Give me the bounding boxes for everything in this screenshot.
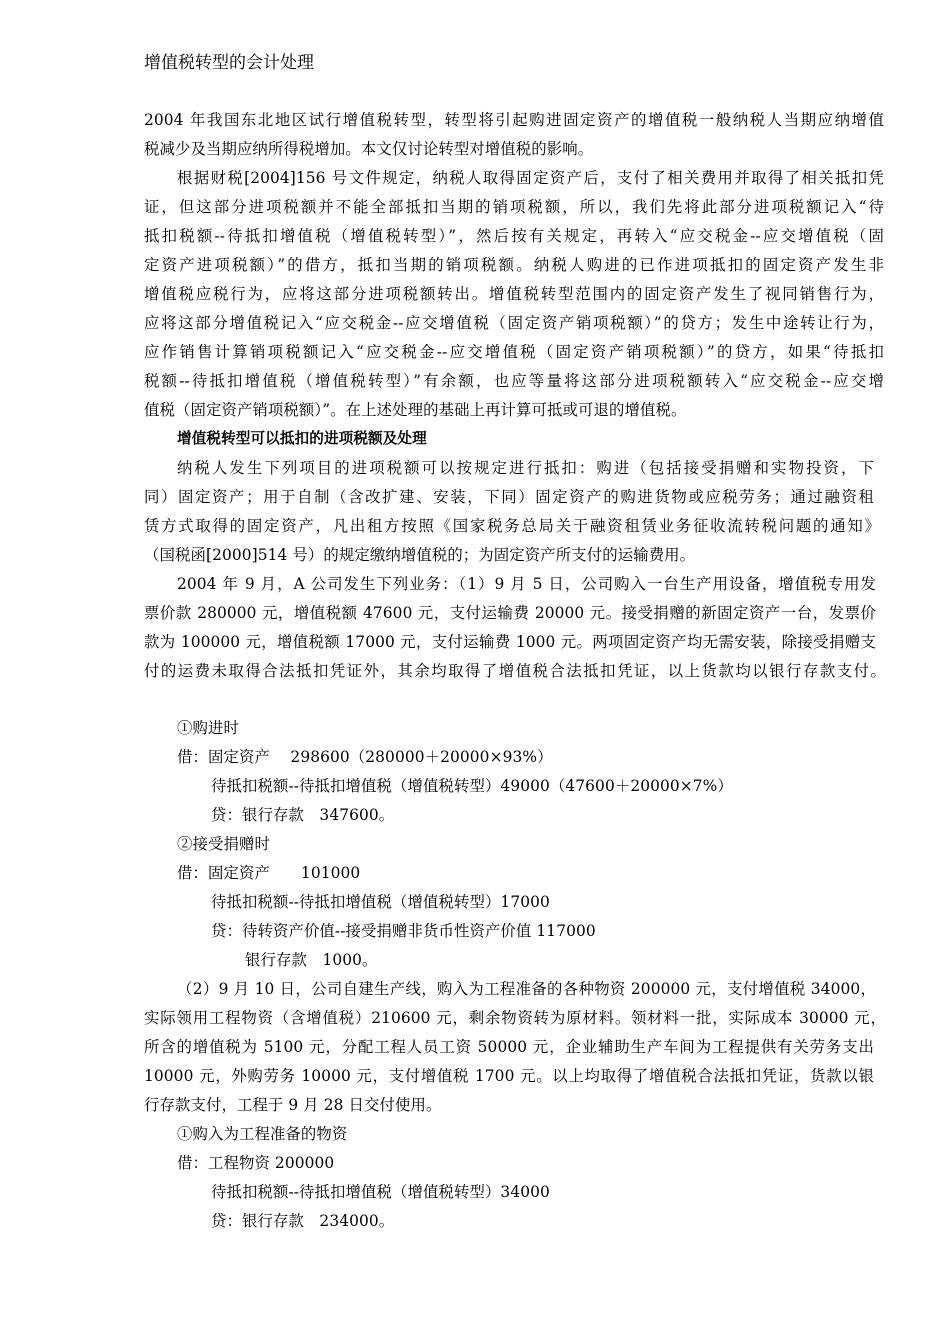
journal-entry-line: 贷：待转资产价值--接受捐赠非货币性资产价值 117000 xyxy=(211,922,596,940)
entry-heading: ①购进时 xyxy=(177,719,239,737)
paragraph-line: 10000 元，外购劳务 10000 元，支付增值税 1700 元。以上均取得了增值税合法抵扣凭证，货款以银 xyxy=(144,1067,874,1085)
journal-entry-line: 待抵扣税额--待抵扣增值税（增值税转型）49000（47600＋20000×7%） xyxy=(211,777,733,795)
document-title: 增值税转型的会计处理 xyxy=(144,53,314,73)
paragraph-line: 增值税应税行为，应将这部分进项税额转出。增值税转型范围内的固定资产发生了视同销售行为， xyxy=(144,285,884,303)
paragraph-line: （2）9 月 10 日，公司自建生产线，购入为工程准备的各种物资 200000 元，支付增值税 34000， xyxy=(177,980,876,998)
journal-entry-line: 借：固定资产 298600（280000＋20000×93%） xyxy=(177,748,553,766)
entry-heading: ①购入为工程准备的物资 xyxy=(177,1125,348,1143)
paragraph-line: 付的运费未取得合法抵扣凭证外，其余均取得了增值税合法抵扣凭证，以上货款均以银行存款支付。 xyxy=(144,662,886,680)
paragraph-line: 纳税人发生下列项目的进项税额可以按规定进行抵扣：购进（包括接受捐赠和实物投资，下 xyxy=(177,459,874,477)
paragraph-line: 行存款支付，工程于 9 月 28 日交付使用。 xyxy=(144,1096,442,1114)
paragraph-line: 所含的增值税为 5100 元，分配工程人员工资 50000 元，企业辅助生产车间为工程提供有关劳务支出 xyxy=(144,1038,874,1056)
paragraph-line: 证，但这部分进项税额并不能全部抵扣当期的销项税额，所以，我们先将此部分进项税额记入“待 xyxy=(144,198,884,216)
section-heading: 增值税转型可以抵扣的进项税额及处理 xyxy=(177,430,427,447)
paragraph-line: 税额--待抵扣增值税（增值税转型）”有余额，也应等量将这部分进项税额转入“应交税金--应交增 xyxy=(144,372,884,390)
paragraph-line: 款为 100000 元，增值税额 17000 元，支付运输费 1000 元。两项固定资产均无需安装，除接受捐赠支 xyxy=(144,633,876,651)
journal-entry-line: 银行存款 1000。 xyxy=(245,951,378,969)
journal-entry-line: 贷：银行存款 234000。 xyxy=(211,1212,395,1230)
paragraph-line: 值税（固定资产销项税额）”。在上述处理的基础上再计算可抵或可退的增值税。 xyxy=(144,401,687,419)
paragraph-line: 2004 年 9 月，A 公司发生下列业务：（1）9 月 5 日，公司购入一台生产用设备，增值税专用发 xyxy=(177,575,876,593)
paragraph-line: 抵扣税额--待抵扣增值税（增值税转型）”，然后按有关规定，再转入“应交税金--应交增值税（固 xyxy=(144,227,884,245)
paragraph-line: 税减少及当期应纳所得税增加。本文仅讨论转型对增值税的影响。 xyxy=(144,140,594,158)
paragraph-line: 同）固定资产；用于自制（含改扩建、安装，下同）固定资产的购进货物或应税劳务；通过融资租 xyxy=(144,488,874,506)
journal-entry-line: 借：工程物资 200000 xyxy=(177,1154,335,1172)
paragraph-line: （国税函[2000]514 号）的规定缴纳增值税的；为固定资产所支付的运输费用。 xyxy=(144,546,696,564)
paragraph-line: 定资产进项税额）”的借方，抵扣当期的销项税额。纳税人购进的已作进项抵扣的固定资产发生非 xyxy=(144,256,884,274)
paragraph-line: 应将这部分增值税记入“应交税金--应交增值税（固定资产销项税额）”的贷方；发生中途转让行为， xyxy=(144,314,884,332)
journal-entry-line: 待抵扣税额--待抵扣增值税（增值税转型）17000 xyxy=(211,893,550,911)
paragraph-line: 应作销售计算销项税额记入“应交税金--应交增值税（固定资产销项税额）”的贷方，如果“待抵扣 xyxy=(144,343,884,361)
journal-entry-line: 待抵扣税额--待抵扣增值税（增值税转型）34000 xyxy=(211,1183,550,1201)
entry-heading: ②接受捐赠时 xyxy=(177,835,270,853)
journal-entry-line: 贷：银行存款 347600。 xyxy=(211,806,395,824)
journal-entry-line: 借：固定资产 101000 xyxy=(177,864,361,882)
paragraph-line: 实际领用工程物资（含增值税）210600 元，剩余物资转为原材料。领材料一批，实际成本 30000 元， xyxy=(144,1009,886,1027)
paragraph-line: 票价款 280000 元，增值税额 47600 元，支付运输费 20000 元。接受捐赠的新固定资产一台，发票价 xyxy=(144,604,876,622)
paragraph-line: 根据财税[2004]156 号文件规定，纳税人取得固定资产后，支付了相关费用并取得了相关抵扣凭 xyxy=(177,169,884,187)
paragraph-line: 赁方式取得的固定资产，凡出租方按照《国家税务总局关于融资租赁业务征收流转税问题的通知》 xyxy=(144,517,880,535)
paragraph-line: 2004 年我国东北地区试行增值税转型，转型将引起购进固定资产的增值税一般纳税人当期应纳增值 xyxy=(144,111,884,129)
